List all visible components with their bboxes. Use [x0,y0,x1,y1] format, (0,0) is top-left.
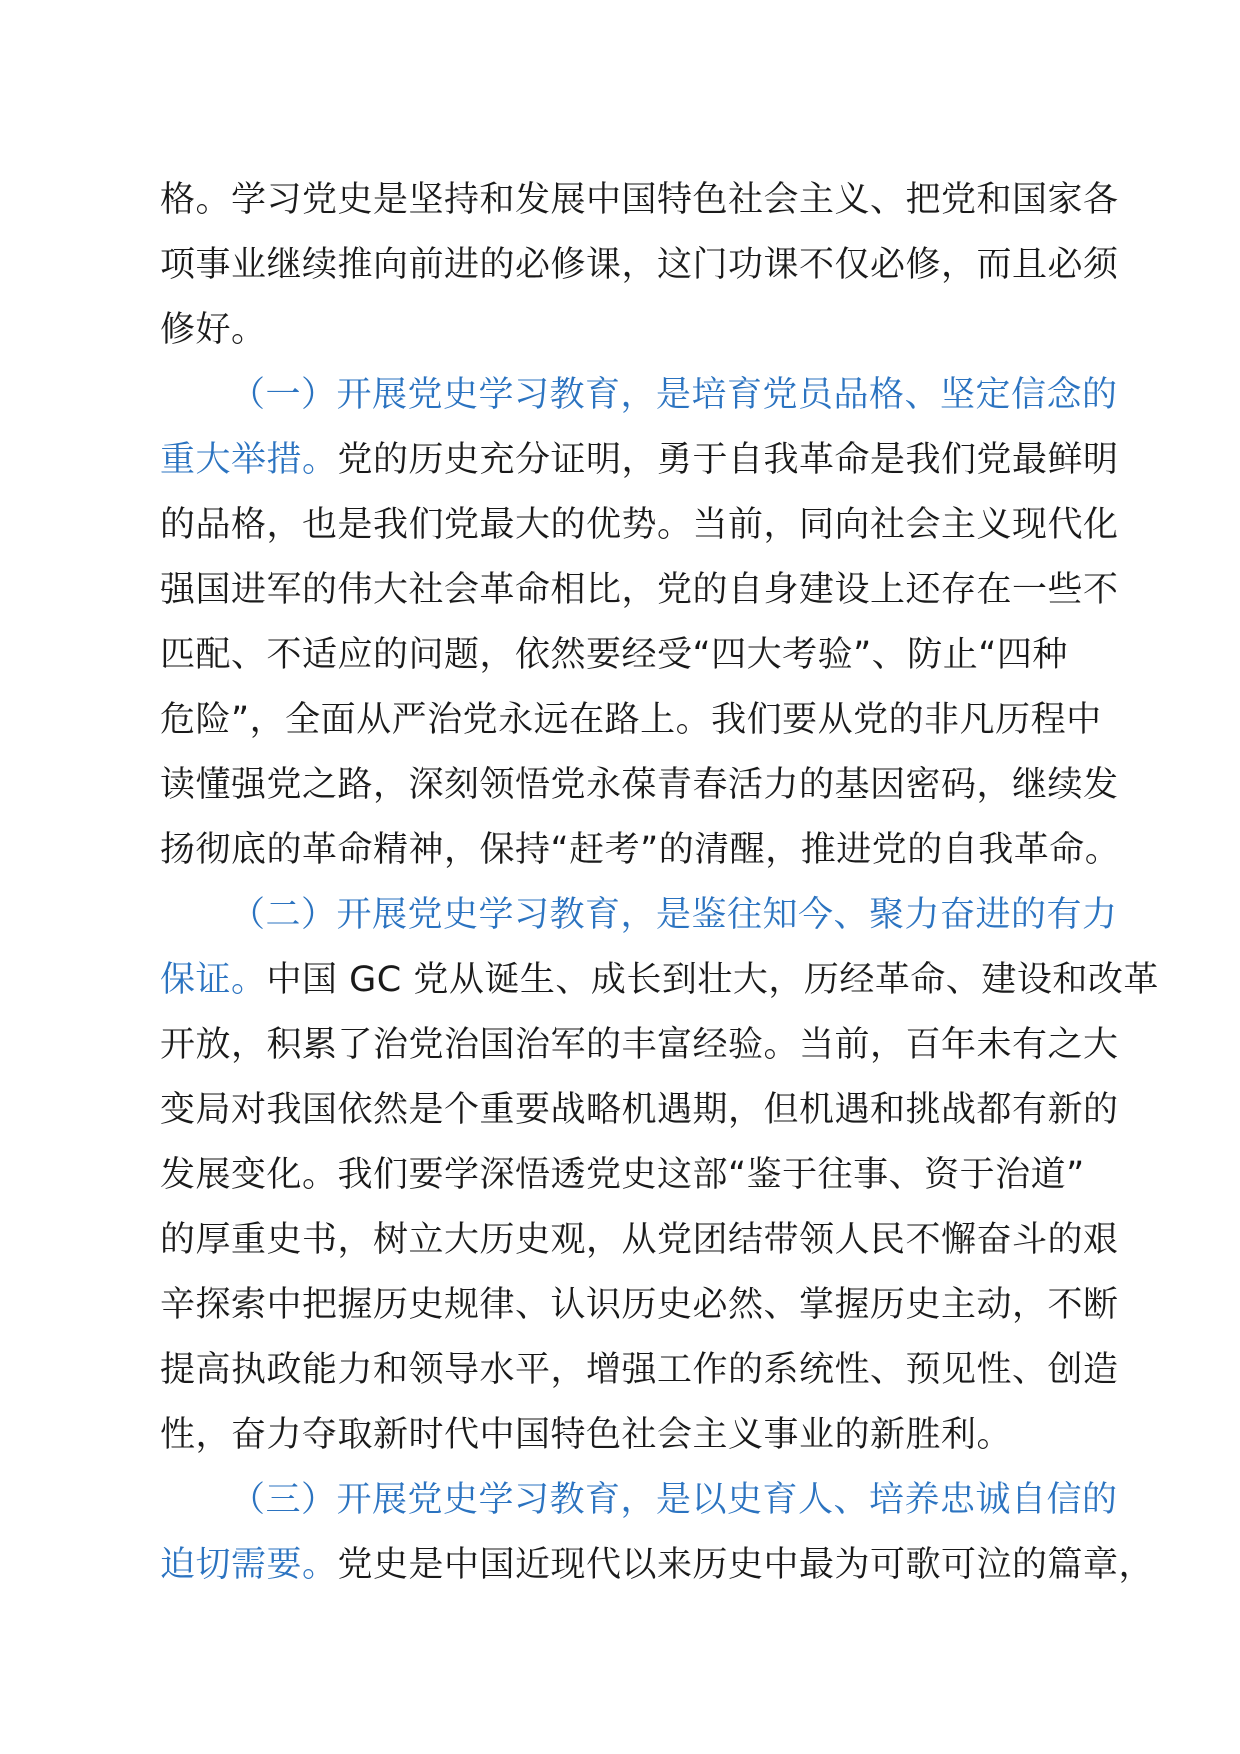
section-2-heading: （二）开展党史学习教育，是鉴往知今、聚力奋进的有力 [230,895,1118,935]
text-line: 危险”，全面从严治党永远在路上。我们要从党的非凡历程中 [160,700,1102,740]
intro-paragraph [160,168,1119,363]
text-line: 格。学习党史是坚持和发展中国特色社会主义、把党和国家各 [160,180,1119,220]
text-line: 的品格，也是我们党最大的优势。当前，同向社会主义现代化 [160,505,1119,545]
text-line: 强国进军的伟大社会革命相比，党的自身建设上还存在一些不 [160,570,1119,610]
section-3-body-start: 党史是中国近现代以来历史中最为可歌可泣的篇章， [337,1545,1155,1585]
text-line: 修好。 [160,310,267,350]
section-2-heading-end: 保证。 [160,960,267,1000]
text-line: 开放，积累了治党治国治军的丰富经验。当前，百年未有之大 [160,1025,1119,1065]
text-line [160,1533,1155,1598]
section-1-paragraph [160,363,1121,883]
text-line: 变局对我国依然是个重要战略机遇期，但机遇和挑战都有新的 [160,1090,1119,1130]
section-3-heading: （三）开展党史学习教育，是以史育人、培养忠诚自信的 [230,1480,1118,1520]
text-line: 发展变化。我们要学深悟透党史这部“鉴于往事、资于治道” [160,1155,1085,1195]
section-3-heading-end: 迫切需要。 [160,1545,338,1585]
text-line: 扬彻底的革命精神，保持“赶考”的清醒，推进党的自我革命。 [160,830,1121,870]
section-1-body-start: 党的历史充分证明，勇于自我革命是我们党最鲜明 [337,440,1119,480]
text-line: 匹配、不适应的问题，依然要经受“四大考验”、防止“四种 [160,635,1068,675]
text-line: 性，奋力夺取新时代中国特色社会主义事业的新胜利。 [160,1415,1013,1455]
text-line: 的厚重史书，树立大历史观，从党团结带领人民不懈奋斗的艰 [160,1220,1119,1260]
text-line [160,428,1119,493]
section-2-body-start: 中国 GC 党从诞生、成长到壮大，历经革命、建设和改革 [266,960,1159,1000]
text-line: 提高执政能力和领导水平，增强工作的系统性、预见性、创造 [160,1350,1119,1390]
document-page [160,168,1159,1598]
section-1-heading-end: 重大举措。 [160,440,338,480]
text-line: 辛探索中把握历史规律、认识历史必然、掌握历史主动，不断 [160,1285,1119,1325]
text-line [160,948,1159,1013]
text-line: 读懂强党之路，深刻领悟党永葆青春活力的基因密码，继续发 [160,765,1119,805]
section-3-paragraph [160,1468,1155,1598]
text-line: 项事业继续推向前进的必修课，这门功课不仅必修，而且必须 [160,245,1119,285]
section-2-paragraph [160,883,1159,1468]
section-1-heading: （一）开展党史学习教育，是培育党员品格、坚定信念的 [230,375,1118,415]
